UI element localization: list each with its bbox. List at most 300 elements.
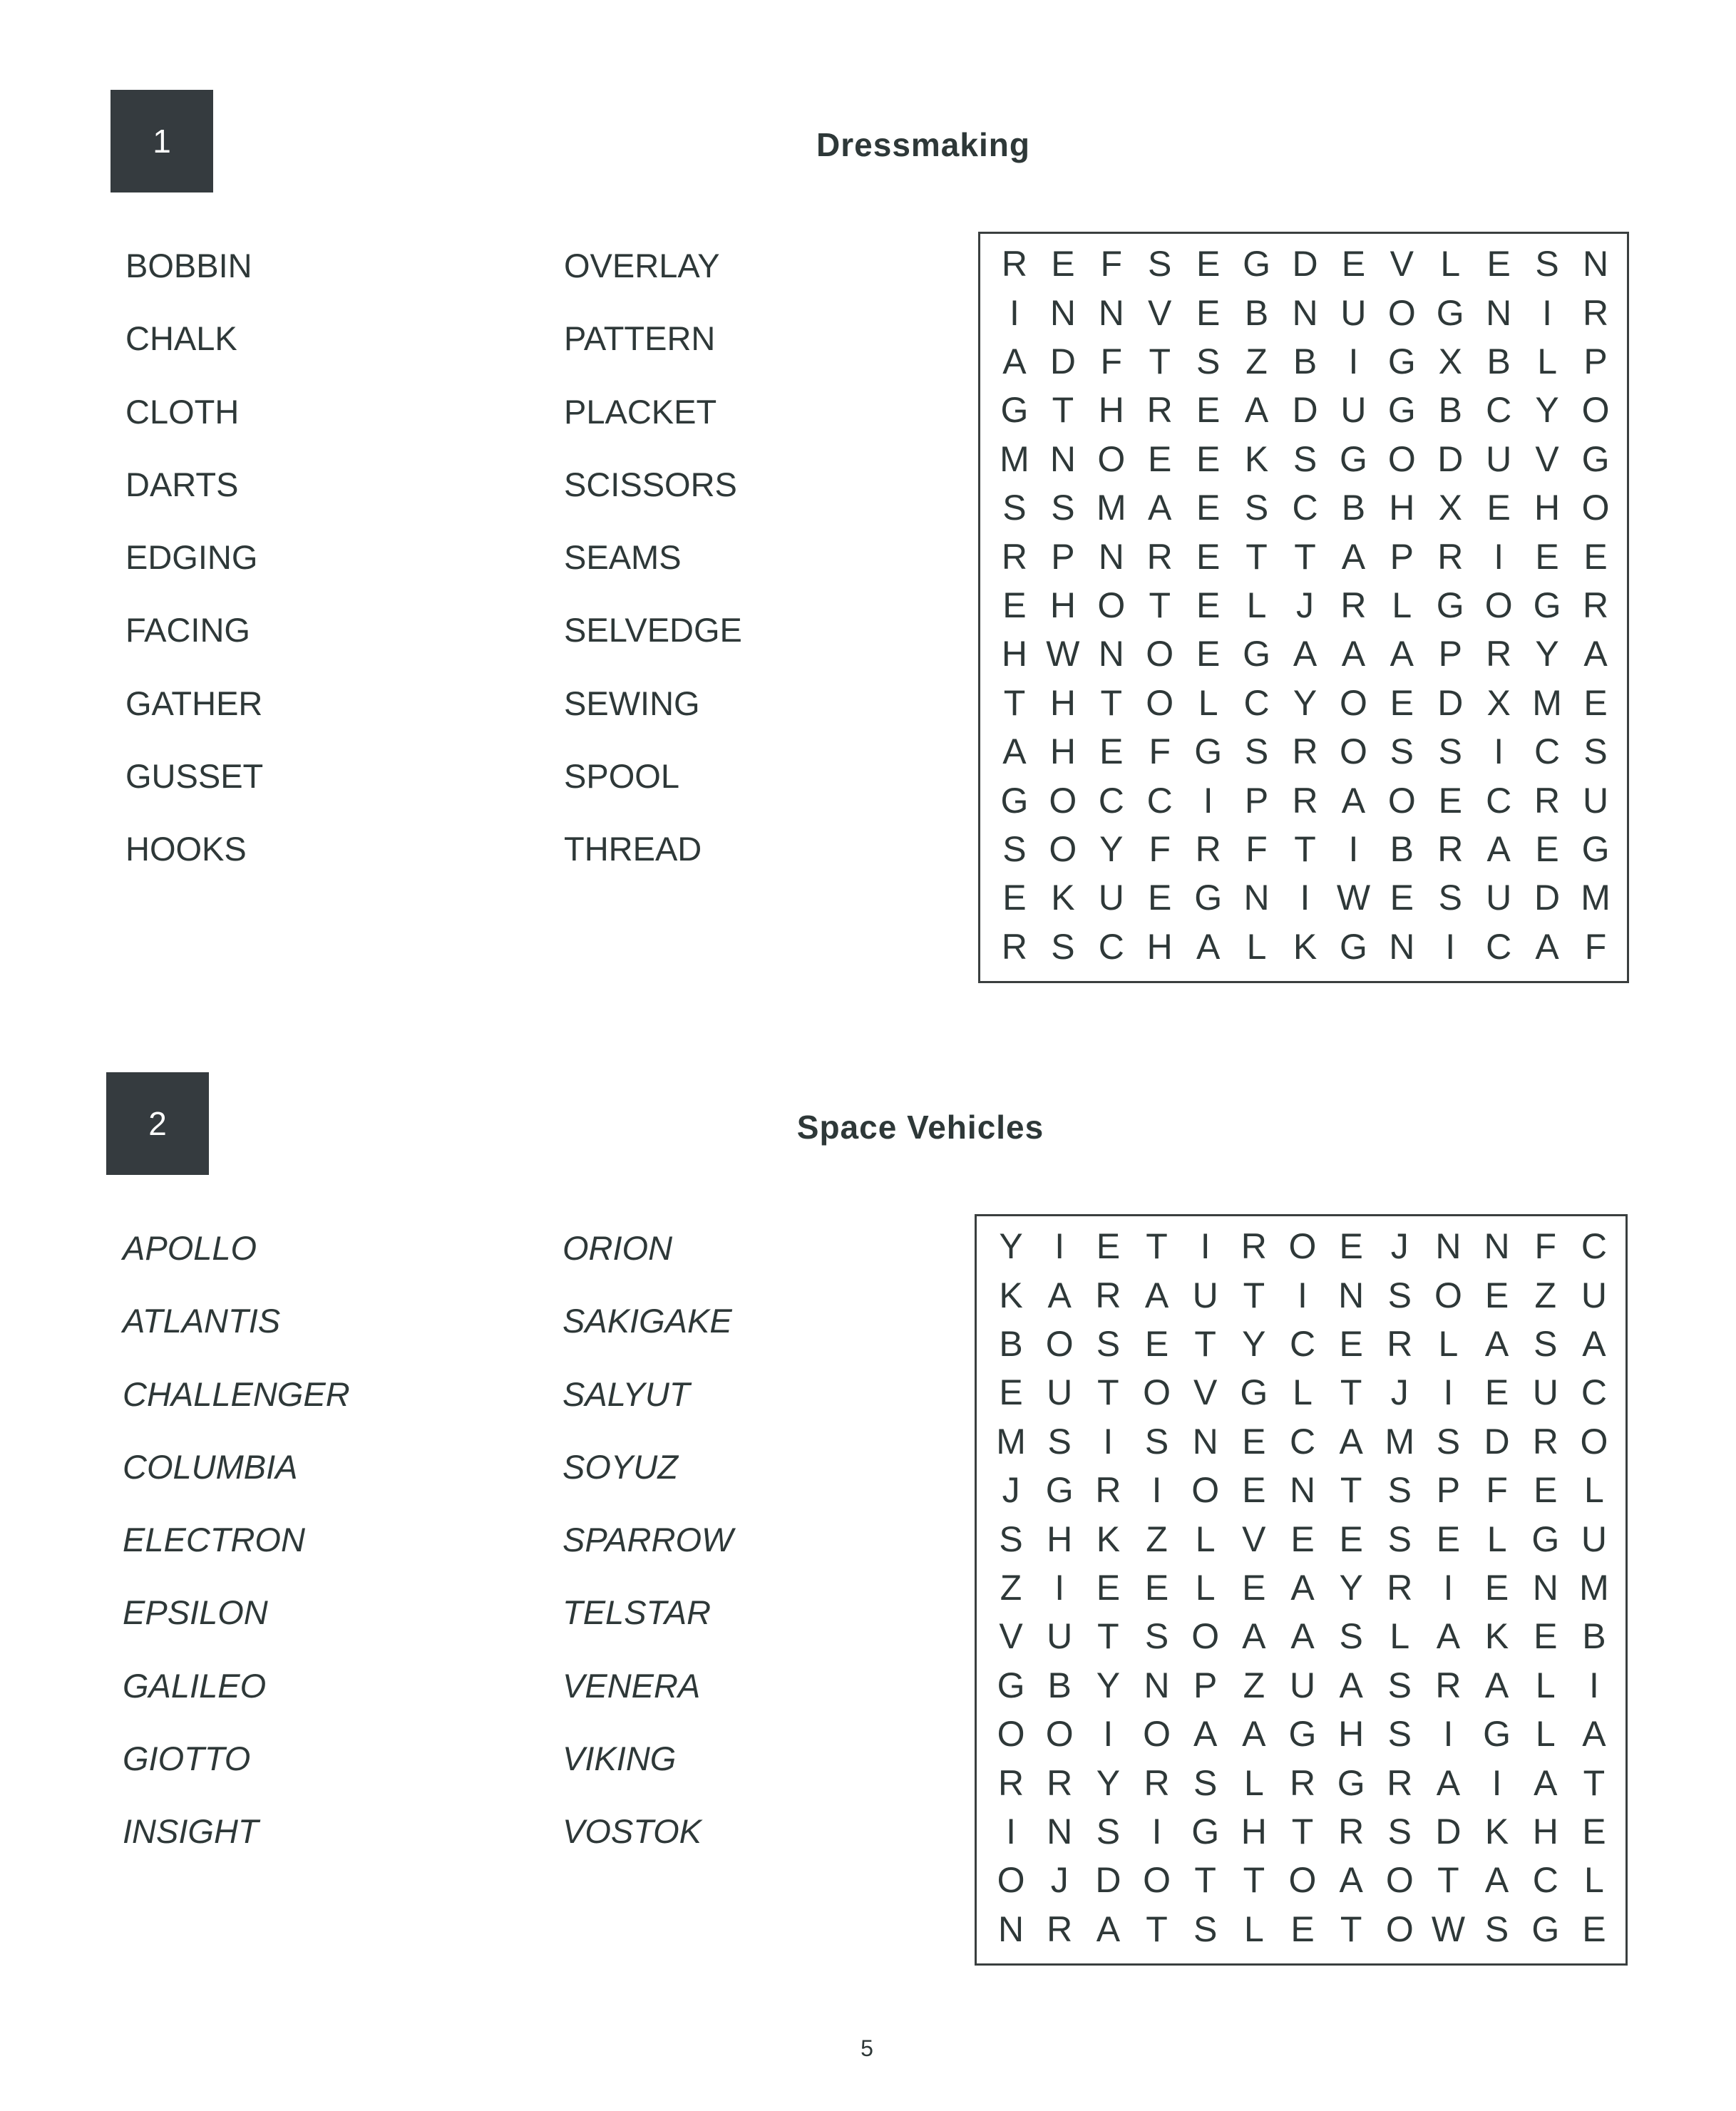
grid-letter: O [1385, 1860, 1414, 1901]
word-list-item: ORION [563, 1229, 673, 1267]
grid-letter: N [1486, 292, 1512, 333]
grid-letter: S [1096, 1811, 1121, 1851]
grid-letter: H [1338, 1714, 1365, 1755]
grid-letter: E [1390, 682, 1414, 723]
grid-letter: C [1289, 1323, 1316, 1364]
grid-letter: R [1146, 536, 1173, 577]
word-list-item: SOYUZ [563, 1447, 678, 1486]
word-list-item: INSIGHT [123, 1812, 259, 1851]
grid-letter: T [1097, 1372, 1119, 1413]
grid-letter: G [1000, 780, 1029, 821]
grid-letter: A [1290, 1616, 1315, 1657]
grid-letter: O [1387, 292, 1416, 333]
grid-letter: L [1535, 1714, 1556, 1755]
grid-letter: L [1392, 585, 1412, 625]
grid-letter: M [1581, 878, 1611, 918]
grid-letter: N [1049, 292, 1076, 333]
grid-letter: G [1531, 1909, 1560, 1949]
grid-letter: Z [1243, 1665, 1265, 1705]
grid-letter: C [1243, 682, 1270, 723]
grid-letter: Y [1535, 390, 1559, 431]
grid-letter: I [1054, 1567, 1065, 1608]
grid-letter: O [1288, 1860, 1317, 1901]
grid-letter: K [1293, 926, 1318, 967]
grid-letter: T [1149, 585, 1171, 625]
grid-letter: A [1390, 634, 1414, 674]
word-list-item: GUSSET [125, 757, 264, 796]
grid-letter: U [1340, 292, 1367, 333]
word-list-column-1 [125, 248, 263, 905]
grid-letter: J [1002, 1470, 1020, 1511]
grid-letter: G [1387, 390, 1416, 431]
grid-letter: O [1387, 780, 1416, 821]
grid-letter: H [1049, 682, 1076, 723]
grid-letter: D [1534, 878, 1561, 918]
grid-letter: P [1244, 780, 1269, 821]
grid-letter: D [1095, 1860, 1121, 1901]
grid-letter: I [1298, 1275, 1308, 1315]
word-list-item: VIKING [563, 1740, 677, 1778]
grid-letter: V [1193, 1372, 1218, 1413]
grid-letter: M [1096, 488, 1126, 528]
grid-letter: W [1431, 1909, 1466, 1949]
grid-letter: M [1385, 1421, 1415, 1462]
grid-letter: V [1148, 292, 1172, 333]
grid-letter: K [999, 1275, 1023, 1315]
word-list-item: SEAMS [564, 538, 682, 577]
grid-letter: N [1292, 292, 1318, 333]
grid-letter: L [1198, 682, 1218, 723]
grid-letter: L [1440, 244, 1461, 284]
grid-letter: E [1583, 682, 1608, 723]
grid-letter: J [1295, 585, 1314, 625]
grid-letter: F [1149, 828, 1171, 869]
grid-letter: S [1244, 731, 1269, 772]
grid-letter: E [1242, 1421, 1266, 1462]
grid-letter: E [1534, 1470, 1558, 1511]
word-list-item: VOSTOK [563, 1812, 702, 1851]
grid-letter: G [1339, 438, 1367, 479]
grid-letter: O [997, 1860, 1025, 1901]
grid-letter: M [1000, 438, 1029, 479]
grid-letter: M [1532, 682, 1562, 723]
grid-letter: D [1292, 390, 1318, 431]
grid-letter: O [1146, 682, 1174, 723]
word-list-item: BOBBIN [125, 247, 252, 284]
grid-letter: R [1146, 390, 1173, 431]
grid-letter: E [1144, 1567, 1169, 1608]
grid-letter: N [1243, 878, 1270, 918]
grid-letter: I [1010, 292, 1019, 333]
word-list-item: EPSILON [123, 1593, 268, 1632]
grid-letter: Y [1242, 1323, 1266, 1364]
grid-letter: N [1532, 1567, 1558, 1608]
grid-letter: Y [1096, 1665, 1121, 1705]
grid-letter: Y [999, 1226, 1023, 1267]
word-list-column-1 [123, 1231, 350, 1887]
grid-letter: T [1097, 1616, 1119, 1657]
word-list-item: THREAD [564, 830, 702, 868]
grid-letter: T [1294, 828, 1316, 869]
grid-letter: H [1241, 1811, 1267, 1851]
grid-letter: H [1049, 731, 1076, 772]
grid-letter: E [1002, 878, 1027, 918]
grid-letter: F [1100, 244, 1123, 284]
grid-letter: L [1438, 1323, 1459, 1364]
letter-grid [975, 1214, 1628, 1966]
grid-letter: R [1047, 1762, 1073, 1803]
grid-letter: R [1340, 585, 1367, 625]
grid-letter: I [1588, 1665, 1599, 1705]
grid-letter: B [1438, 390, 1462, 431]
grid-letter: O [1049, 780, 1077, 821]
word-list-item: ELECTRON [123, 1521, 305, 1559]
grid-letter: M [996, 1421, 1026, 1462]
grid-letter: S [1002, 828, 1027, 869]
word-list-item: EDGING [125, 538, 258, 577]
grid-letter: A [1242, 1714, 1266, 1755]
grid-letter: O [1191, 1616, 1220, 1657]
grid-letter: T [1194, 1323, 1216, 1364]
grid-letter: G [1194, 731, 1223, 772]
grid-letter: G [1483, 1714, 1511, 1755]
grid-letter: A [1242, 1616, 1266, 1657]
grid-letter: A [1339, 1421, 1363, 1462]
grid-letter: U [1581, 1519, 1607, 1559]
grid-letter: A [1196, 926, 1221, 967]
grid-letter: U [1289, 1665, 1316, 1705]
grid-letter: I [1006, 1811, 1017, 1851]
grid-letter: G [1045, 1470, 1074, 1511]
grid-letter: S [1002, 488, 1027, 528]
grid-letter: U [1582, 780, 1609, 821]
grid-letter: T [1340, 1470, 1362, 1511]
grid-letter: I [1348, 828, 1359, 869]
grid-letter: P [1390, 536, 1414, 577]
grid-letter: P [1438, 634, 1462, 674]
grid-letter: U [1047, 1616, 1073, 1657]
word-list-item: HOOKS [125, 830, 247, 868]
puzzle-number-badge: 2 [106, 1072, 209, 1175]
grid-letter: C [1098, 926, 1124, 967]
grid-letter: A [1341, 780, 1366, 821]
grid-letter: O [1045, 1714, 1074, 1755]
grid-letter: A [1535, 926, 1559, 967]
grid-letter: L [1246, 926, 1267, 967]
grid-letter: Z [1000, 1567, 1022, 1608]
grid-letter: N [1192, 1421, 1218, 1462]
grid-letter: T [1052, 390, 1074, 431]
grid-letter: N [1098, 292, 1124, 333]
grid-letter: H [1047, 1519, 1073, 1559]
grid-letter: O [1191, 1470, 1220, 1511]
grid-letter: G [1436, 292, 1464, 333]
grid-letter: V [1390, 244, 1414, 284]
grid-letter: S [1535, 244, 1559, 284]
grid-letter: D [1049, 341, 1076, 381]
grid-letter: E [1099, 731, 1124, 772]
grid-letter: O [1049, 828, 1077, 869]
grid-letter: F [1486, 1470, 1508, 1511]
grid-letter: E [1484, 1372, 1509, 1413]
grid-letter: R [1144, 1762, 1170, 1803]
grid-letter: S [1534, 1323, 1558, 1364]
grid-letter: T [1245, 536, 1268, 577]
word-list-item: SEWING [564, 684, 700, 722]
grid-letter: G [1533, 585, 1561, 625]
grid-letter: P [1051, 536, 1075, 577]
grid-letter: N [1289, 1470, 1316, 1511]
grid-letter: T [1003, 682, 1026, 723]
grid-letter: S [1583, 731, 1608, 772]
word-list-item: SALYUT [563, 1375, 690, 1413]
grid-letter: X [1486, 682, 1511, 723]
grid-letter: R [1387, 1762, 1413, 1803]
grid-letter: R [1437, 536, 1464, 577]
word-list-item: CHALLENGER [123, 1375, 350, 1413]
grid-letter: S [1387, 1275, 1412, 1315]
grid-letter: L [1243, 1909, 1264, 1949]
grid-letter: O [1097, 585, 1126, 625]
grid-letter: O [1143, 1714, 1171, 1755]
grid-letter: R [1195, 828, 1221, 869]
grid-letter: O [1339, 731, 1367, 772]
grid-letter: E [1484, 1567, 1509, 1608]
grid-letter: N [1484, 1226, 1510, 1267]
grid-letter: O [1045, 1323, 1074, 1364]
grid-letter: T [1583, 1762, 1606, 1803]
grid-letter: B [1244, 292, 1269, 333]
grid-letter: H [1049, 585, 1076, 625]
grid-letter: B [1486, 341, 1511, 381]
grid-letter: L [1584, 1470, 1604, 1511]
grid-letter: E [1002, 585, 1027, 625]
grid-letter: E [1486, 244, 1511, 284]
puzzle-title: Space Vehicles [796, 1109, 1044, 1146]
grid-letter: O [997, 1714, 1025, 1755]
grid-letter: N [1098, 536, 1124, 577]
grid-letter: C [1289, 1421, 1316, 1462]
grid-letter: P [1193, 1665, 1218, 1705]
grid-letter: A [1144, 1275, 1169, 1315]
grid-letter: S [1484, 1909, 1509, 1949]
grid-letter: G [1191, 1811, 1220, 1851]
grid-letter: X [1438, 488, 1462, 528]
word-list-item: PATTERN [564, 319, 716, 358]
grid-letter: L [1246, 585, 1267, 625]
grid-letter: A [1583, 634, 1608, 674]
grid-letter: O [1484, 585, 1513, 625]
grid-letter: Y [1339, 1567, 1363, 1608]
grid-letter: G [1243, 244, 1271, 284]
grid-letter: D [1437, 682, 1464, 723]
grid-letter: A [1002, 731, 1027, 772]
grid-letter: G [1288, 1714, 1317, 1755]
grid-letter: R [1387, 1323, 1413, 1364]
grid-letter: I [1443, 1567, 1454, 1608]
grid-letter: R [1292, 731, 1318, 772]
grid-letter: S [1390, 731, 1414, 772]
grid-letter: T [1340, 1909, 1362, 1949]
grid-letter: K [1484, 1616, 1509, 1657]
grid-letter: N [1144, 1665, 1170, 1705]
grid-letter: T [1243, 1275, 1265, 1315]
grid-letter: C [1581, 1226, 1607, 1267]
grid-letter: O [1581, 488, 1610, 528]
grid-letter: E [1148, 438, 1172, 479]
grid-letter: A [1293, 634, 1318, 674]
grid-letter: E [1196, 488, 1221, 528]
grid-letter: A [1290, 1567, 1315, 1608]
grid-letter: L [1195, 1519, 1216, 1559]
grid-letter: E [1196, 390, 1221, 431]
grid-letter: O [1385, 1909, 1414, 1949]
grid-letter: R [1001, 926, 1028, 967]
grid-letter: V [1535, 438, 1559, 479]
grid-letter: E [1196, 244, 1221, 284]
grid-letter: I [1103, 1714, 1114, 1755]
grid-letter: D [1437, 438, 1464, 479]
grid-letter: G [1387, 341, 1416, 381]
grid-letter: O [1097, 438, 1126, 479]
grid-letter: R [1486, 634, 1512, 674]
grid-letter: D [1435, 1811, 1462, 1851]
grid-letter: B [1341, 488, 1366, 528]
grid-letter: G [1337, 1762, 1365, 1803]
grid-letter: B [999, 1323, 1023, 1364]
word-list-item: PLACKET [564, 392, 717, 431]
grid-letter: A [1339, 1665, 1363, 1705]
grid-letter: G [1240, 1372, 1268, 1413]
word-list-item: VENERA [563, 1666, 701, 1705]
grid-letter: C [1534, 731, 1561, 772]
grid-letter: G [1243, 634, 1271, 674]
grid-letter: O [1146, 634, 1174, 674]
grid-letter: H [1534, 488, 1561, 528]
grid-letter: A [1096, 1909, 1121, 1949]
grid-letter: T [1291, 1811, 1314, 1851]
grid-letter: R [1001, 536, 1028, 577]
grid-letter: A [1002, 341, 1027, 381]
grid-letter: O [1288, 1226, 1317, 1267]
word-list-item: FACING [125, 611, 250, 649]
grid-letter: R [1532, 1421, 1558, 1462]
word-list-item: GIOTTO [123, 1740, 251, 1778]
grid-letter: D [1484, 1421, 1510, 1462]
word-list-item: CHALK [125, 319, 237, 358]
grid-letter: S [1047, 1421, 1072, 1462]
grid-letter: I [1445, 926, 1456, 967]
grid-letter: C [1486, 390, 1512, 431]
grid-letter: E [1242, 1470, 1266, 1511]
grid-letter: C [1146, 780, 1173, 821]
grid-letter: J [1390, 1226, 1409, 1267]
grid-letter: R [1095, 1275, 1121, 1315]
grid-letter: L [1293, 1372, 1313, 1413]
grid-letter: E [1535, 828, 1559, 869]
grid-letter: A [1582, 1714, 1606, 1755]
word-list-item: TELSTAR [563, 1593, 712, 1632]
grid-letter: U [1340, 390, 1367, 431]
grid-letter: L [1195, 1567, 1216, 1608]
grid-letter: E [1582, 1811, 1606, 1851]
grid-letter: A [1339, 1860, 1363, 1901]
grid-letter: G [997, 1665, 1025, 1705]
grid-letter: S [1387, 1665, 1412, 1705]
grid-letter: E [999, 1372, 1023, 1413]
grid-letter: E [1051, 244, 1075, 284]
grid-letter: G [1581, 828, 1610, 869]
grid-letter: B [1047, 1665, 1072, 1705]
word-list-item: APOLLO [123, 1229, 257, 1267]
grid-letter: S [1387, 1714, 1412, 1755]
grid-letter: E [1096, 1226, 1121, 1267]
word-list-column-2 [564, 248, 742, 905]
grid-letter: Y [1293, 682, 1318, 723]
grid-letter: E [1144, 1323, 1169, 1364]
grid-letter: E [1582, 1909, 1606, 1949]
grid-letter: O [1143, 1860, 1171, 1901]
grid-letter: S [1196, 341, 1221, 381]
grid-letter: C [1486, 780, 1512, 821]
grid-letter: I [1203, 780, 1213, 821]
grid-letter: O [1339, 682, 1367, 723]
grid-letter: S [1144, 1616, 1169, 1657]
grid-letter: R [1534, 780, 1561, 821]
grid-letter: T [1294, 536, 1316, 577]
grid-letter: C [1532, 1860, 1558, 1901]
grid-letter: T [1194, 1860, 1216, 1901]
word-list-item: CLOTH [125, 392, 240, 431]
grid-letter: R [1001, 244, 1028, 284]
grid-letter: E [1148, 878, 1172, 918]
grid-letter: F [1100, 341, 1123, 381]
grid-letter: H [1146, 926, 1173, 967]
grid-letter: S [1051, 926, 1075, 967]
grid-letter: V [1242, 1519, 1266, 1559]
grid-letter: U [1098, 878, 1124, 918]
word-list-item: SPOOL [564, 757, 679, 796]
grid-letter: I [1200, 1226, 1211, 1267]
grid-letter: F [1149, 731, 1171, 772]
grid-letter: S [1438, 731, 1462, 772]
grid-letter: C [1098, 780, 1124, 821]
word-list-item: SAKIGAKE [563, 1302, 732, 1340]
grid-letter: T [1437, 1860, 1459, 1901]
grid-letter: S [999, 1519, 1023, 1559]
grid-letter: R [1582, 292, 1609, 333]
grid-letter: I [1494, 536, 1504, 577]
grid-letter: L [1535, 1665, 1556, 1705]
grid-letter: T [1146, 1909, 1168, 1949]
grid-letter: S [1193, 1909, 1218, 1949]
grid-letter: C [1581, 1372, 1607, 1413]
grid-letter: S [1096, 1323, 1121, 1364]
grid-letter: R [1338, 1811, 1365, 1851]
grid-letter: S [1387, 1811, 1412, 1851]
grid-letter: I [1054, 1226, 1065, 1267]
grid-letter: Y [1096, 1762, 1121, 1803]
grid-letter: O [1434, 1275, 1462, 1315]
grid-letter: R [1241, 1226, 1267, 1267]
word-list-item: GATHER [125, 684, 263, 722]
grid-letter: L [1390, 1616, 1410, 1657]
grid-letter: G [1339, 926, 1367, 967]
grid-letter: R [1582, 585, 1609, 625]
grid-letter: O [1387, 438, 1416, 479]
grid-letter: R [1292, 780, 1318, 821]
grid-letter: U [1532, 1372, 1558, 1413]
